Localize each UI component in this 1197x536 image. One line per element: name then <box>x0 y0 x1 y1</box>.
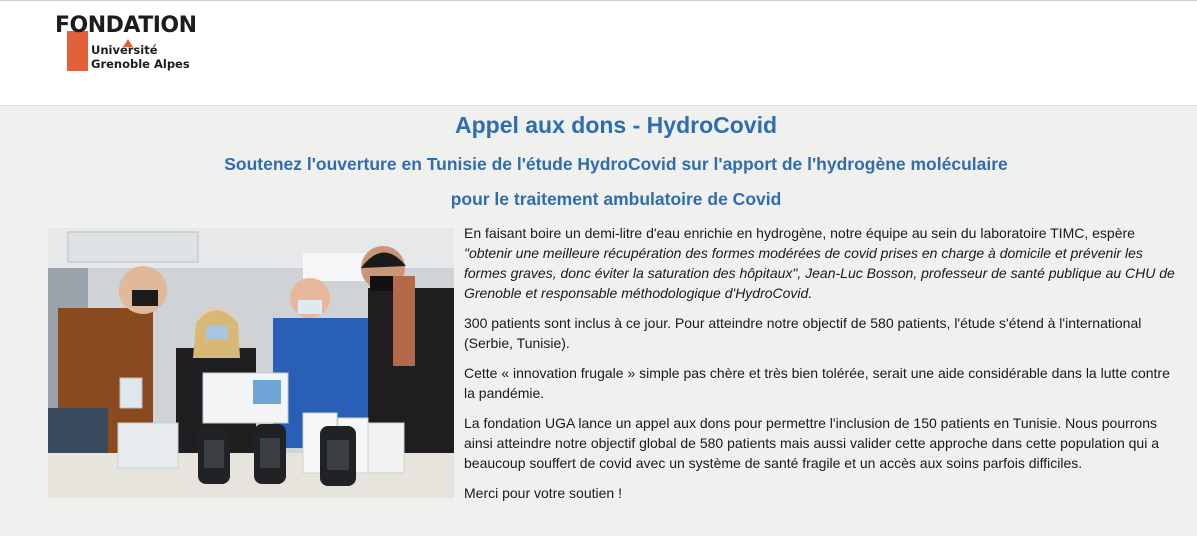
article-p1-quote: "obtenir une meilleure récupération des formes modérées de covid prises en charge à domicile et prévenir les formes graves, donc éviter la saturation des hôpitaux", Jean-Luc Bosson, professeur de santé publique au CHU de Grenoble et responsable méthodologique d'HydroCovid. <box>464 245 1175 301</box>
fondation-uga-logo[interactable] <box>55 9 205 73</box>
article-p1-intro: En faisant boire un demi-litre d'eau enrichie en hydrogène, notre équipe au sein du laboratoire TIMC, espère <box>464 225 1135 241</box>
logo-word: FONDATION <box>55 13 197 38</box>
photo-researchers-with-oximeters <box>48 228 454 498</box>
site-header <box>0 0 1197 106</box>
page-subtitle-line-2: pour le traitement ambulatoire de Covid <box>450 189 782 209</box>
article-photo <box>48 228 454 498</box>
logo-line-2: Grenoble Alpes <box>91 57 190 71</box>
page-subtitle-line-1: Soutenez l'ouverture en Tunisie de l'étude HydroCovid sur l'apport de l'hydrogène moléculaire <box>224 154 1008 174</box>
article-paragraph-3: Cette « innovation frugale » simple pas chère et très bien tolérée, serait une aide considérable dans la lutte contre la pandémie. <box>464 365 1170 401</box>
article-paragraph-1 <box>464 223 1182 303</box>
page-title: Appel aux dons - HydroCovid <box>454 112 778 138</box>
article-paragraph-5: Merci pour votre soutien ! <box>464 485 622 501</box>
logo-line-1: Université <box>91 43 158 57</box>
article-paragraph-4: La fondation UGA lance un appel aux dons pour permettre l'inclusion de 150 patients en Tunisie. Nous pourrons ainsi atteindre notre objectif global de 580 patients mais aussi valider cette approche dans cette population qui a beaucoup souffert de covid avec un système de santé fragile et un accès aux soins parfois difficiles. <box>464 415 1160 471</box>
article-paragraph-2: 300 patients sont inclus à ce jour. Pour atteindre notre objectif de 580 patients, l'étude s'étend à l'international (Serbie, Tunisie). <box>464 315 1142 351</box>
article-body <box>464 223 1182 513</box>
